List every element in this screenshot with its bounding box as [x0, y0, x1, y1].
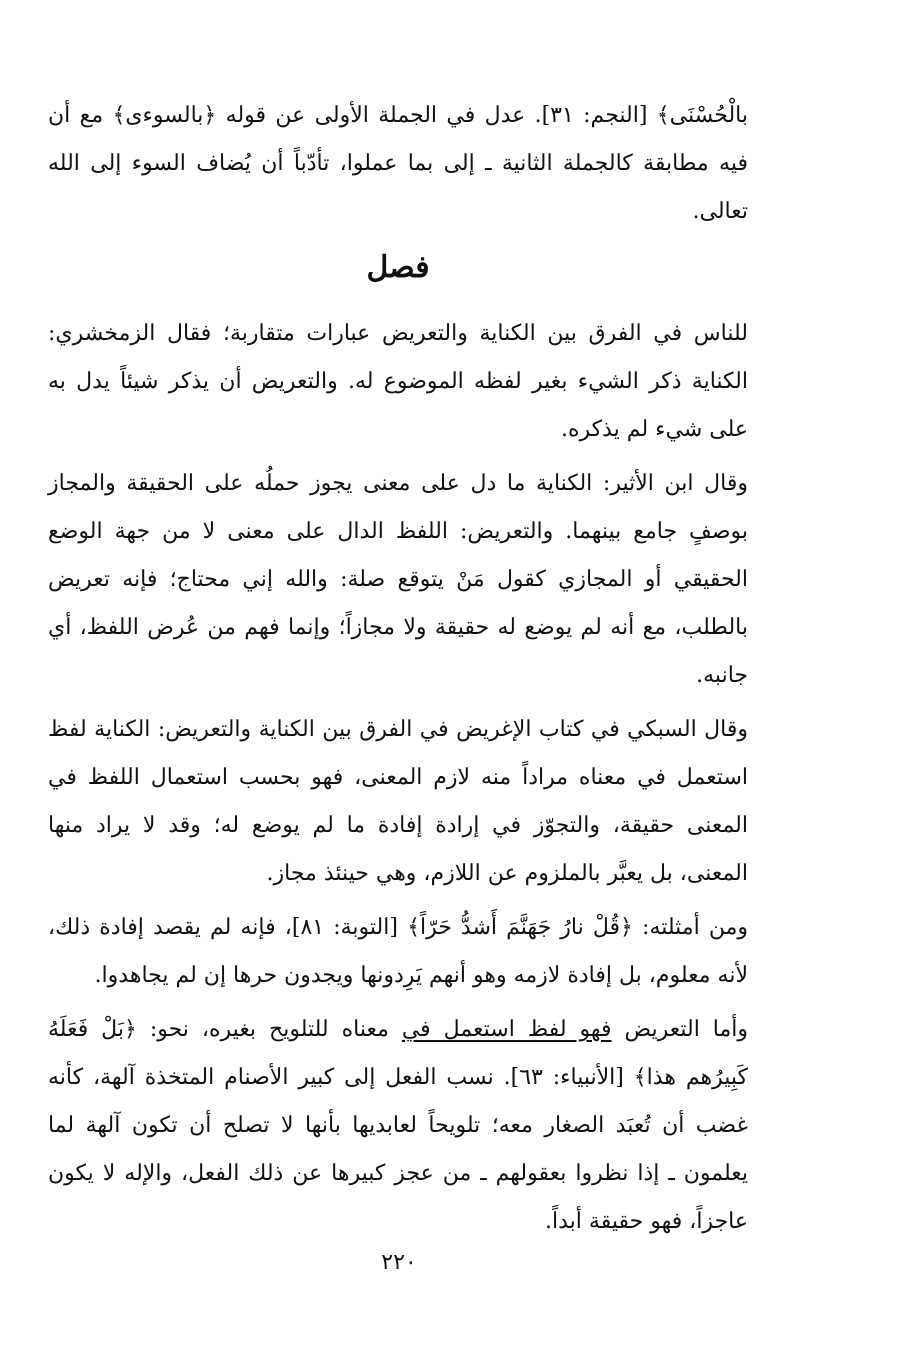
- paragraph-tarid-rest: معناه للتلويح بغيره، نحو: ﴿بَلْ فَعَلَهُ كَبِيرُهم هذا﴾ [الأنبياء: ٦٣]. نسب الفعل إلى كبير الأصنام المتخذة آلهة، كأنه غضب أن تُعبَد الصغار معه؛ تلويحاً لعابديها بأنها لا تصلح أن تكون آلهة لما يعلمون ـ إذا نظروا بعقولهم ـ من عجز كبيرها عن ذلك الفعل، والإله لا يكون عاجزاً، فهو حقيقة أبداً.: [48, 1017, 748, 1234]
- intro-paragraph: بالْحُسْنَى﴾ [النجم: ٣١]. عدل في الجملة الأولى عن قوله ﴿بالسوءى﴾ مع أن فيه مطابقة كالجملة الثانية ـ إلى بما عملوا، تأدّباً أن يُضاف السوء إلى الله تعالى.: [48, 103, 748, 224]
- paragraph-zamakhshari: للناس في الفرق بين الكناية والتعريض عبارات متقاربة؛ فقال الزمخشري: الكناية ذكر الشيء بغير لفظه الموضوع له. والتعريض أن يذكر شيئاً يدل به على شيء لم يذكره.: [48, 321, 748, 442]
- underlined-phrase: فهو لفظ استعمل في: [401, 1017, 612, 1042]
- page-number: ٢٢٠: [381, 1250, 417, 1275]
- book-page: [48, 92, 748, 1246]
- paragraph-subki: وقال السبكي في كتاب الإغريض في الفرق بين الكناية والتعريض: الكناية لفظ استعمل في معناه مراداً منه لازم المعنى، فهو بحسب استعمال اللفظ في المعنى حقيقة، والتجوّز في إرادة إفادة ما لم يوضع له؛ وقد لا يراد منها المعنى، بل يعبَّر بالملزوم عن اللازم، وهي حينئذ مجاز.: [48, 717, 748, 886]
- paragraph-tarid: [48, 1006, 748, 1246]
- paragraph-ibn-al-athir: وقال ابن الأثير: الكناية ما دل على معنى يجوز حملُه على الحقيقة والمجاز بوصفٍ جامع بينهما. والتعريض: اللفظ الدال على معنى لا من جهة الوضع الحقيقي أو المجازي كقول مَنْ يتوقع صلة: والله إني محتاج؛ فإنه تعريض بالطلب، مع أنه لم يوضع له حقيقة ولا مجازاً؛ وإنما فهم من عُرض اللفظ، أي جانبه.: [48, 471, 748, 688]
- section-title: فصل: [366, 250, 430, 285]
- paragraph-examples: ومن أمثلته: ﴿قُلْ نارُ جَهَنَّمَ أَشدُّ حَرّاً﴾ [التوبة: ٨١]، فإنه لم يقصد إفادة ذلك، لأنه معلوم، بل إفادة لازمه وهو أنهم يَرِدونها ويجدون حرها إن لم يجاهدوا.: [48, 915, 748, 988]
- paragraph-tarid-start: وأما التعريض: [611, 1017, 749, 1042]
